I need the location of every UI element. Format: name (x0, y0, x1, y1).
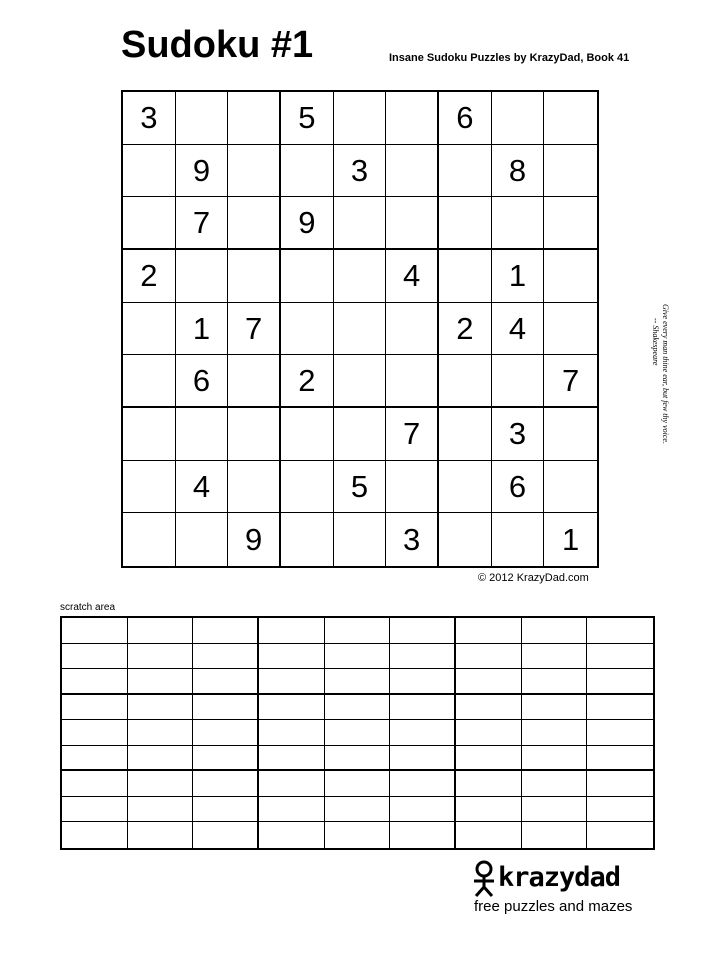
sudoku-cell (176, 92, 229, 145)
scratch-cell (259, 746, 325, 772)
scratch-cell (390, 644, 456, 670)
scratch-cell (193, 720, 259, 746)
scratch-cell (325, 720, 391, 746)
scratch-cell (62, 797, 128, 823)
sudoku-cell (492, 92, 545, 145)
quote (651, 304, 684, 474)
quote-author: -- Shakespeare (651, 318, 660, 366)
scratch-cell (325, 695, 391, 721)
sudoku-cell: 1 (562, 522, 580, 558)
scratch-cell (62, 822, 128, 848)
sudoku-cell: 8 (492, 145, 545, 198)
sudoku-cell: 2 (439, 303, 492, 356)
scratch-cell (128, 771, 194, 797)
sudoku-cell: 7 (544, 355, 597, 408)
sudoku-cell (334, 355, 387, 408)
scratch-cell (259, 822, 325, 848)
scratch-cell (325, 797, 391, 823)
scratch-cell (522, 669, 588, 695)
scratch-cell (259, 797, 325, 823)
sudoku-cell (176, 513, 229, 566)
sudoku-cell: 3 (123, 92, 176, 145)
scratch-cell (193, 644, 259, 670)
sudoku-cell (228, 145, 281, 198)
scratch-cell (390, 822, 456, 848)
scratch-cell (522, 618, 588, 644)
sudoku-cell (439, 408, 492, 461)
sudoku-grid (121, 90, 599, 568)
scratch-cell (259, 720, 325, 746)
scratch-cell (259, 771, 325, 797)
sudoku-cell (334, 408, 387, 461)
scratch-cell (193, 618, 259, 644)
scratch-cell (62, 771, 128, 797)
sudoku-cell (176, 408, 229, 461)
sudoku-cell (492, 197, 545, 250)
scratch-cell (62, 695, 128, 721)
scratch-cell (587, 746, 653, 772)
sudoku-cell: 3 (492, 408, 545, 461)
scratch-cell (259, 644, 325, 670)
sudoku-cell: 2 (281, 355, 334, 408)
sudoku-cell: 1 (176, 303, 229, 356)
sudoku-cell (544, 461, 597, 514)
sudoku-cell (281, 461, 334, 514)
scratch-cell (522, 644, 588, 670)
scratch-cell (456, 822, 522, 848)
sudoku-cell: 9 (228, 513, 281, 566)
scratch-cell (390, 771, 456, 797)
sudoku-cell (281, 303, 334, 356)
sudoku-cell (544, 303, 597, 356)
sudoku-cell (334, 513, 387, 566)
scratch-cell (128, 746, 194, 772)
scratch-cell (193, 746, 259, 772)
scratch-cell (128, 720, 194, 746)
scratch-cell (456, 695, 522, 721)
sudoku-cell: 3 (334, 145, 387, 198)
page-subtitle: Insane Sudoku Puzzles by KrazyDad, Book 41 (389, 52, 630, 64)
scratch-cell (456, 746, 522, 772)
sudoku-cell (439, 197, 492, 250)
scratch-cell (456, 720, 522, 746)
scratch-cell (587, 695, 653, 721)
scratch-cell (62, 644, 128, 670)
scratch-cell (325, 618, 391, 644)
sudoku-cell (439, 250, 492, 303)
sudoku-cell (281, 250, 334, 303)
scratch-cell (193, 695, 259, 721)
scratch-cell (193, 822, 259, 848)
sudoku-cell (123, 461, 176, 514)
sudoku-cell: 4 (492, 303, 545, 356)
sudoku-cell (123, 513, 176, 566)
sudoku-cell (544, 408, 597, 461)
sudoku-cell (386, 197, 439, 250)
sudoku-cell (228, 461, 281, 514)
sudoku-cell (334, 197, 387, 250)
sudoku-cell: 6 (176, 355, 229, 408)
scratch-cell (325, 669, 391, 695)
scratch-cell (193, 771, 259, 797)
sudoku-cell: 6 (492, 461, 545, 514)
scratch-cell (522, 771, 588, 797)
sudoku-cell (439, 355, 492, 408)
scratch-cell (325, 644, 391, 670)
scratch-cell (390, 746, 456, 772)
scratch-cell (193, 797, 259, 823)
scratch-cell (587, 720, 653, 746)
sudoku-cell (176, 250, 229, 303)
sudoku-cell (281, 145, 334, 198)
scratch-cell (587, 669, 653, 695)
scratch-grid (60, 616, 655, 850)
sudoku-cell (228, 250, 281, 303)
scratch-cell (325, 746, 391, 772)
scratch-cell (62, 720, 128, 746)
sudoku-cell (281, 408, 334, 461)
sudoku-cell (439, 461, 492, 514)
scratch-cell (456, 644, 522, 670)
scratch-cell (522, 797, 588, 823)
scratch-cell (128, 669, 194, 695)
sudoku-cell (386, 461, 439, 514)
scratch-cell (259, 669, 325, 695)
sudoku-cell: 9 (281, 197, 334, 250)
sudoku-cell: 4 (176, 461, 229, 514)
logo-tagline: free puzzles and mazes (474, 898, 633, 915)
scratch-cell (128, 822, 194, 848)
sudoku-cell (439, 145, 492, 198)
scratch-cell (587, 771, 653, 797)
sudoku-cell (386, 145, 439, 198)
scratch-cell (587, 644, 653, 670)
scratch-cell (522, 695, 588, 721)
scratch-cell (522, 746, 588, 772)
sudoku-cell (386, 92, 439, 145)
scratch-cell (587, 797, 653, 823)
sudoku-cell: 3 (386, 513, 439, 566)
sudoku-cell: 6 (439, 92, 492, 145)
sudoku-cell (544, 250, 597, 303)
scratch-cell (390, 669, 456, 695)
scratch-cell (62, 746, 128, 772)
sudoku-cell (544, 145, 597, 198)
scratch-cell (325, 771, 391, 797)
copyright-text: © 2012 KrazyDad.com (478, 572, 589, 584)
sudoku-cell (386, 355, 439, 408)
sudoku-cell: 4 (386, 250, 439, 303)
sudoku-cell: 7 (176, 197, 229, 250)
sudoku-cell (123, 408, 176, 461)
sudoku-cell (281, 513, 334, 566)
sudoku-cell (544, 92, 597, 145)
scratch-cell (390, 720, 456, 746)
sudoku-cell: 5 (281, 92, 334, 145)
scratch-cell (128, 618, 194, 644)
scratch-cell (456, 771, 522, 797)
scratch-cell (128, 644, 194, 670)
scratch-cell (522, 822, 588, 848)
page-title: Sudoku #1 (121, 24, 314, 66)
scratch-area-label: scratch area (60, 602, 116, 613)
scratch-cell (522, 720, 588, 746)
sudoku-cell (228, 197, 281, 250)
scratch-cell (587, 822, 653, 848)
scratch-cell (390, 797, 456, 823)
scratch-cell (390, 618, 456, 644)
scratch-cell (325, 822, 391, 848)
sudoku-cell: 1 (492, 250, 545, 303)
sudoku-cell (334, 92, 387, 145)
sudoku-cell (334, 250, 387, 303)
sudoku-cell (228, 408, 281, 461)
sudoku-cell (123, 145, 176, 198)
scratch-cell (456, 797, 522, 823)
scratch-cell (259, 618, 325, 644)
quote-text: Give every man thine ear, but few thy voice. (661, 304, 670, 444)
sudoku-cell (123, 355, 176, 408)
scratch-cell (390, 695, 456, 721)
sudoku-cell: 7 (228, 303, 281, 356)
sudoku-cell: 7 (386, 408, 439, 461)
sudoku-cell: 5 (334, 461, 387, 514)
scratch-cell (128, 797, 194, 823)
scratch-cell (128, 695, 194, 721)
sudoku-cell (544, 197, 597, 250)
sudoku-cell (492, 513, 545, 566)
sudoku-cell (228, 355, 281, 408)
scratch-cell (259, 695, 325, 721)
scratch-cell (62, 618, 128, 644)
scratch-cell (456, 669, 522, 695)
sudoku-cell (123, 303, 176, 356)
sudoku-cell (123, 197, 176, 250)
sudoku-cell (228, 92, 281, 145)
sudoku-cell: 9 (176, 145, 229, 198)
scratch-cell (456, 618, 522, 644)
sudoku-cell (386, 303, 439, 356)
sudoku-cell (334, 303, 387, 356)
scratch-cell (62, 669, 128, 695)
sudoku-cell: 2 (123, 250, 176, 303)
logo-wordmark: krazydad (498, 862, 621, 893)
scratch-cell (193, 669, 259, 695)
sudoku-cell (492, 355, 545, 408)
scratch-cell (587, 618, 653, 644)
sudoku-cell (439, 513, 492, 566)
